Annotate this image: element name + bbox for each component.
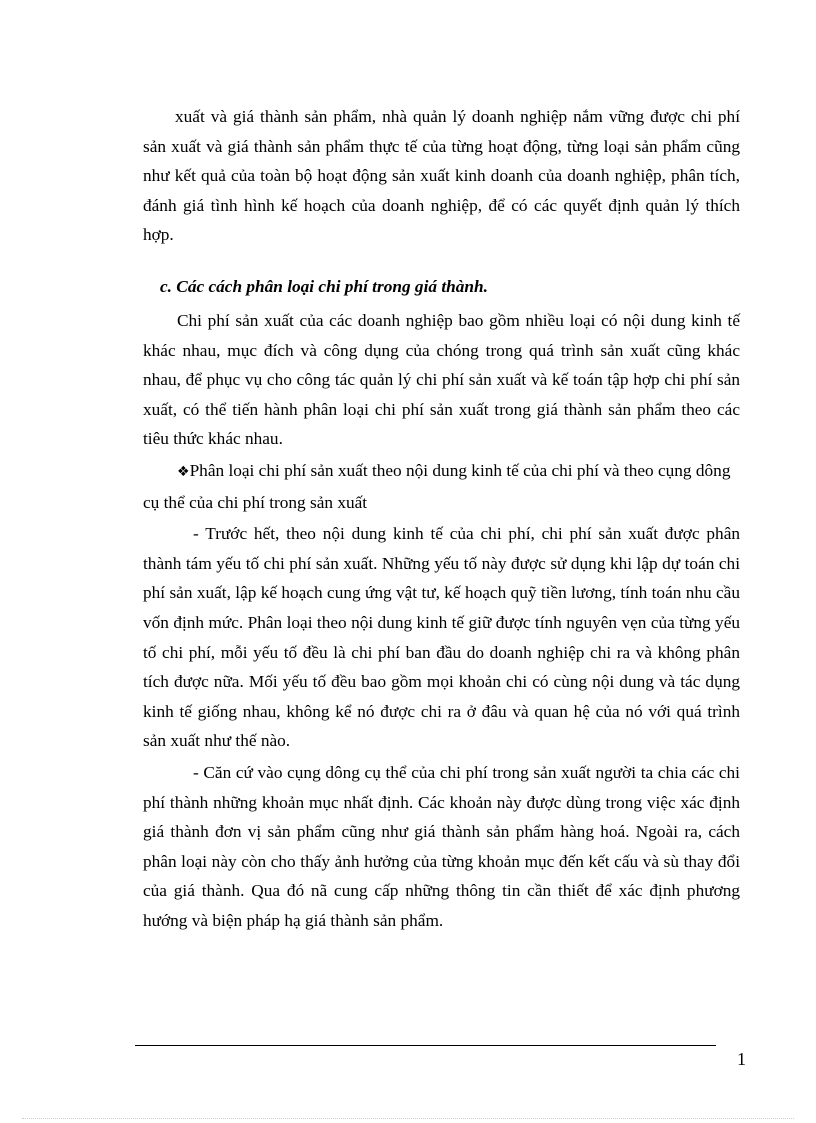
page-number: 1: [737, 1049, 746, 1069]
section-paragraph: Chi phí sản xuất của các doanh nghiệp bao gồm nhiều loại có nội dung kinh tế khác nhau, mục đích và công dụng của chóng trong quá trình sản xuất cũng khác nhau, để phục vụ cho công tác quản lý chi phí sản xuất và kế toán tập hợp chi phí sản xuất, có thể tiến hành phân loại chi phí sản xuất trong giá thành sản phẩm theo các tiêu thức khác nhau.: [143, 311, 740, 449]
intro-section: [143, 102, 740, 250]
dash-item-economic-content: - Trước hết, theo nội dung kinh tế của chi phí, chi phí sản xuất được phân thành tám yếu tố chi phí sản xuất. Những yếu tố này được sử dụng khi lập dự toán chi phí sản xuất, lập kế hoạch cung ứng vật tư, kế hoạch quỹ tiền lương, tính toán nhu cầu vốn định mức. Phân loại theo nội dung kinh tế giữ được tính nguyên vẹn của từng yếu tố chi phí, mỗi yếu tố đều là chi phí ban đầu do doanh nghiệp chi ra và không phân tích được nữa. Mối yếu tố đều bao gồm mọi khoản chi có cùng nội dung và tác dụng kinh tế giống nhau, không kể nó được chi ra ở đâu và quan hệ của nó với quá trình sản xuất như thế nào.: [143, 524, 740, 751]
page-bottom-edge: [22, 1118, 794, 1119]
diamond-bullet-icon: ❖: [177, 463, 190, 480]
bullet-text: Phân loại chi phí sản xuất theo nội dung kinh tế của chi phí và theo cụng dông cụ thể của chi phí trong sản xuất: [143, 460, 731, 512]
section-body: [143, 306, 740, 935]
bullet-item: [143, 456, 740, 517]
footer-divider: [135, 1045, 716, 1046]
dash-item-specific-purpose: - Căn cứ vào cụng dông cụ thể của chi phí trong sản xuất người ta chia các chi phí thành những khoản mục nhất định. Các khoản này được dùng trong việc xác định giá thành đơn vị sản phẩm cũng như giá thành sản phẩm hàng hoá. Ngoài ra, cách phân loại này còn cho thấy ảnh hưởng của từng khoản mục đến kết cấu và sù thay đổi của giá thành. Qua đó nã cung cấp những thông tin cần thiết để xác định phương hướng và biện pháp hạ giá thành sản phẩm.: [143, 762, 740, 930]
section-heading: c. Các cách phân loại chi phí trong giá thành.: [160, 277, 488, 296]
intro-paragraph: xuất và giá thành sản phẩm, nhà quản lý doanh nghiệp nắm vững được chi phí sản xuất và giá thành sản phẩm thực tế của từng hoạt động, từng loại sản phẩm cũng như kết quả của toàn bộ hoạt động sản xuất kinh doanh của doanh nghiệp, phân tích, đánh giá tình hình kế hoạch của doanh nghiệp, để có các quyết định quản lý thích hợp.: [143, 107, 740, 245]
